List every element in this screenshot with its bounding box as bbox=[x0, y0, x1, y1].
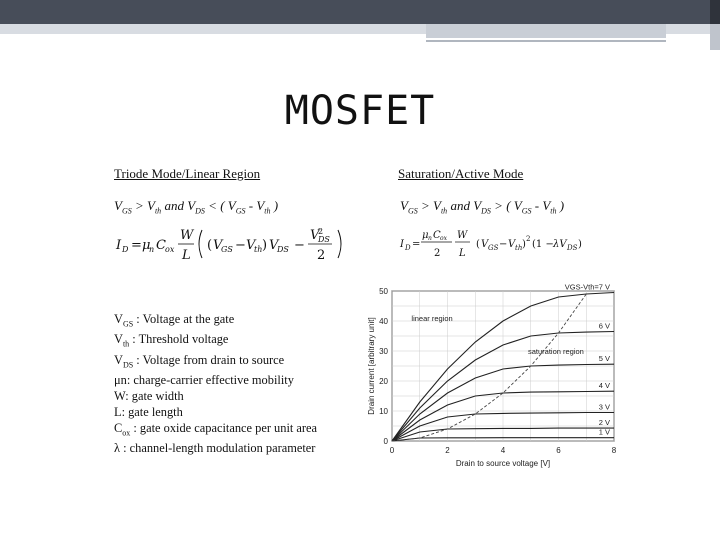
slide-title: MOSFET bbox=[284, 88, 436, 134]
annotation-saturation-region: saturation region bbox=[527, 347, 584, 356]
triode-condition bbox=[114, 198, 278, 216]
svg-text:2: 2 bbox=[317, 248, 326, 263]
svg-text:μ: μ bbox=[142, 238, 151, 253]
svg-text:(1 −: (1 − bbox=[532, 239, 554, 250]
definition-item: $V_{GS}$ : Voltage at the gate bbox=[114, 312, 235, 329]
saturation-condition-text: $V_{GS} > V_{th}$ and $V_{DS}$ > ( $V_{GS} - V_{th}$ ) bbox=[400, 198, 565, 216]
series-label: 2 V bbox=[598, 418, 610, 428]
top-banner bbox=[0, 0, 720, 24]
svg-text:DS: DS bbox=[318, 235, 330, 244]
top-banner-segment bbox=[426, 24, 666, 38]
svg-text:V: V bbox=[508, 239, 516, 250]
x-tick-label: 2 bbox=[445, 446, 450, 455]
definition-item: μn: charge-carrier effective mobility bbox=[114, 373, 294, 388]
svg-text:): ) bbox=[262, 238, 268, 253]
series-label: 5 V bbox=[598, 354, 610, 364]
svg-text:L: L bbox=[182, 248, 191, 263]
definition-item: L: gate length bbox=[114, 404, 183, 419]
annotation-linear-region: linear region bbox=[411, 314, 453, 323]
svg-text:th: th bbox=[254, 245, 263, 254]
x-tick-label: 4 bbox=[500, 446, 506, 455]
series-label: 4 V bbox=[598, 381, 610, 391]
svg-text:=: = bbox=[412, 239, 421, 250]
top-banner-accent bbox=[710, 0, 720, 24]
svg-text:=: = bbox=[131, 238, 142, 253]
y-tick-label: 0 bbox=[383, 437, 388, 446]
triode-heading: Triode Mode/Linear Region bbox=[114, 166, 261, 181]
x-tick-label: 6 bbox=[556, 446, 561, 455]
definitions-list bbox=[114, 312, 317, 457]
svg-text:(: ( bbox=[476, 239, 480, 250]
svg-text:C: C bbox=[156, 238, 166, 253]
y-tick-label: 10 bbox=[379, 407, 388, 416]
svg-text:D: D bbox=[122, 245, 129, 254]
saturation-heading: Saturation/Active Mode bbox=[398, 166, 524, 181]
svg-text:−: − bbox=[235, 238, 246, 253]
svg-text:λV: λV bbox=[553, 239, 567, 250]
svg-text:n: n bbox=[149, 245, 155, 254]
y-tick-label: 40 bbox=[379, 317, 388, 326]
svg-text:V: V bbox=[269, 238, 279, 253]
svg-text:−: − bbox=[499, 239, 508, 250]
svg-text:L: L bbox=[459, 248, 466, 259]
svg-text:W: W bbox=[180, 228, 194, 243]
svg-text:(: ( bbox=[207, 238, 213, 253]
definition-item: $V_{DS}$ : Voltage from drain to source bbox=[114, 352, 285, 370]
svg-text:GS: GS bbox=[221, 245, 233, 254]
x-tick-label: 8 bbox=[611, 446, 617, 455]
x-axis-label: Drain to source voltage [V] bbox=[455, 459, 551, 468]
x-tick-label: 0 bbox=[389, 446, 395, 455]
svg-text:V: V bbox=[246, 238, 256, 253]
svg-text:V: V bbox=[481, 239, 489, 250]
y-axis-label: Drain current [arbitrary unit] bbox=[367, 317, 376, 415]
svg-text:DS: DS bbox=[567, 244, 578, 252]
svg-text:ox: ox bbox=[165, 245, 175, 254]
svg-text:2: 2 bbox=[526, 235, 531, 243]
y-tick-label: 20 bbox=[379, 377, 388, 386]
triode-condition-text: $V_{GS} > V_{th}$ and $V_{DS}$ < ( $V_{GS} - V_{th}$ ) bbox=[114, 198, 279, 216]
svg-text:2: 2 bbox=[434, 248, 441, 259]
svg-text:μ: μ bbox=[422, 230, 429, 241]
svg-text:n: n bbox=[428, 235, 432, 242]
mosfet-iv-chart bbox=[352, 283, 620, 473]
definition-item: W: gate width bbox=[114, 389, 184, 404]
svg-text:−: − bbox=[294, 238, 305, 253]
svg-text:V: V bbox=[310, 228, 320, 243]
top-banner-right-block bbox=[710, 24, 720, 50]
svg-text:W: W bbox=[457, 230, 468, 241]
svg-text:th: th bbox=[515, 244, 523, 252]
definition-item: $V_{th}$ : Threshold voltage bbox=[114, 332, 229, 349]
svg-text:ox: ox bbox=[440, 235, 447, 242]
svg-text:D: D bbox=[405, 244, 411, 252]
svg-text:I: I bbox=[400, 239, 404, 250]
series-label: 6 V bbox=[598, 321, 610, 331]
svg-text:GS: GS bbox=[488, 244, 499, 252]
top-banner-line bbox=[426, 40, 666, 42]
svg-text:I: I bbox=[116, 238, 122, 253]
svg-text:DS: DS bbox=[277, 245, 289, 254]
triode-current-equation bbox=[114, 222, 364, 264]
saturation-condition bbox=[400, 198, 564, 216]
y-tick-label: 50 bbox=[379, 287, 388, 296]
svg-text:): ) bbox=[578, 239, 582, 250]
series-label: 1 V bbox=[598, 427, 610, 437]
svg-text:C: C bbox=[433, 230, 441, 241]
definition-item: λ : channel-length modulation parameter bbox=[114, 441, 316, 456]
saturation-current-equation bbox=[398, 226, 648, 262]
svg-text:V: V bbox=[213, 238, 223, 253]
definition-item: $C_{ox}$ : gate oxide capacitance per unit area bbox=[114, 420, 318, 438]
svg-text:): ) bbox=[522, 239, 526, 250]
svg-text:2: 2 bbox=[318, 227, 324, 236]
series-label: 3 V bbox=[598, 402, 610, 412]
y-tick-label: 30 bbox=[379, 347, 388, 356]
series-label: VGS-Vth=7 V bbox=[564, 283, 610, 292]
